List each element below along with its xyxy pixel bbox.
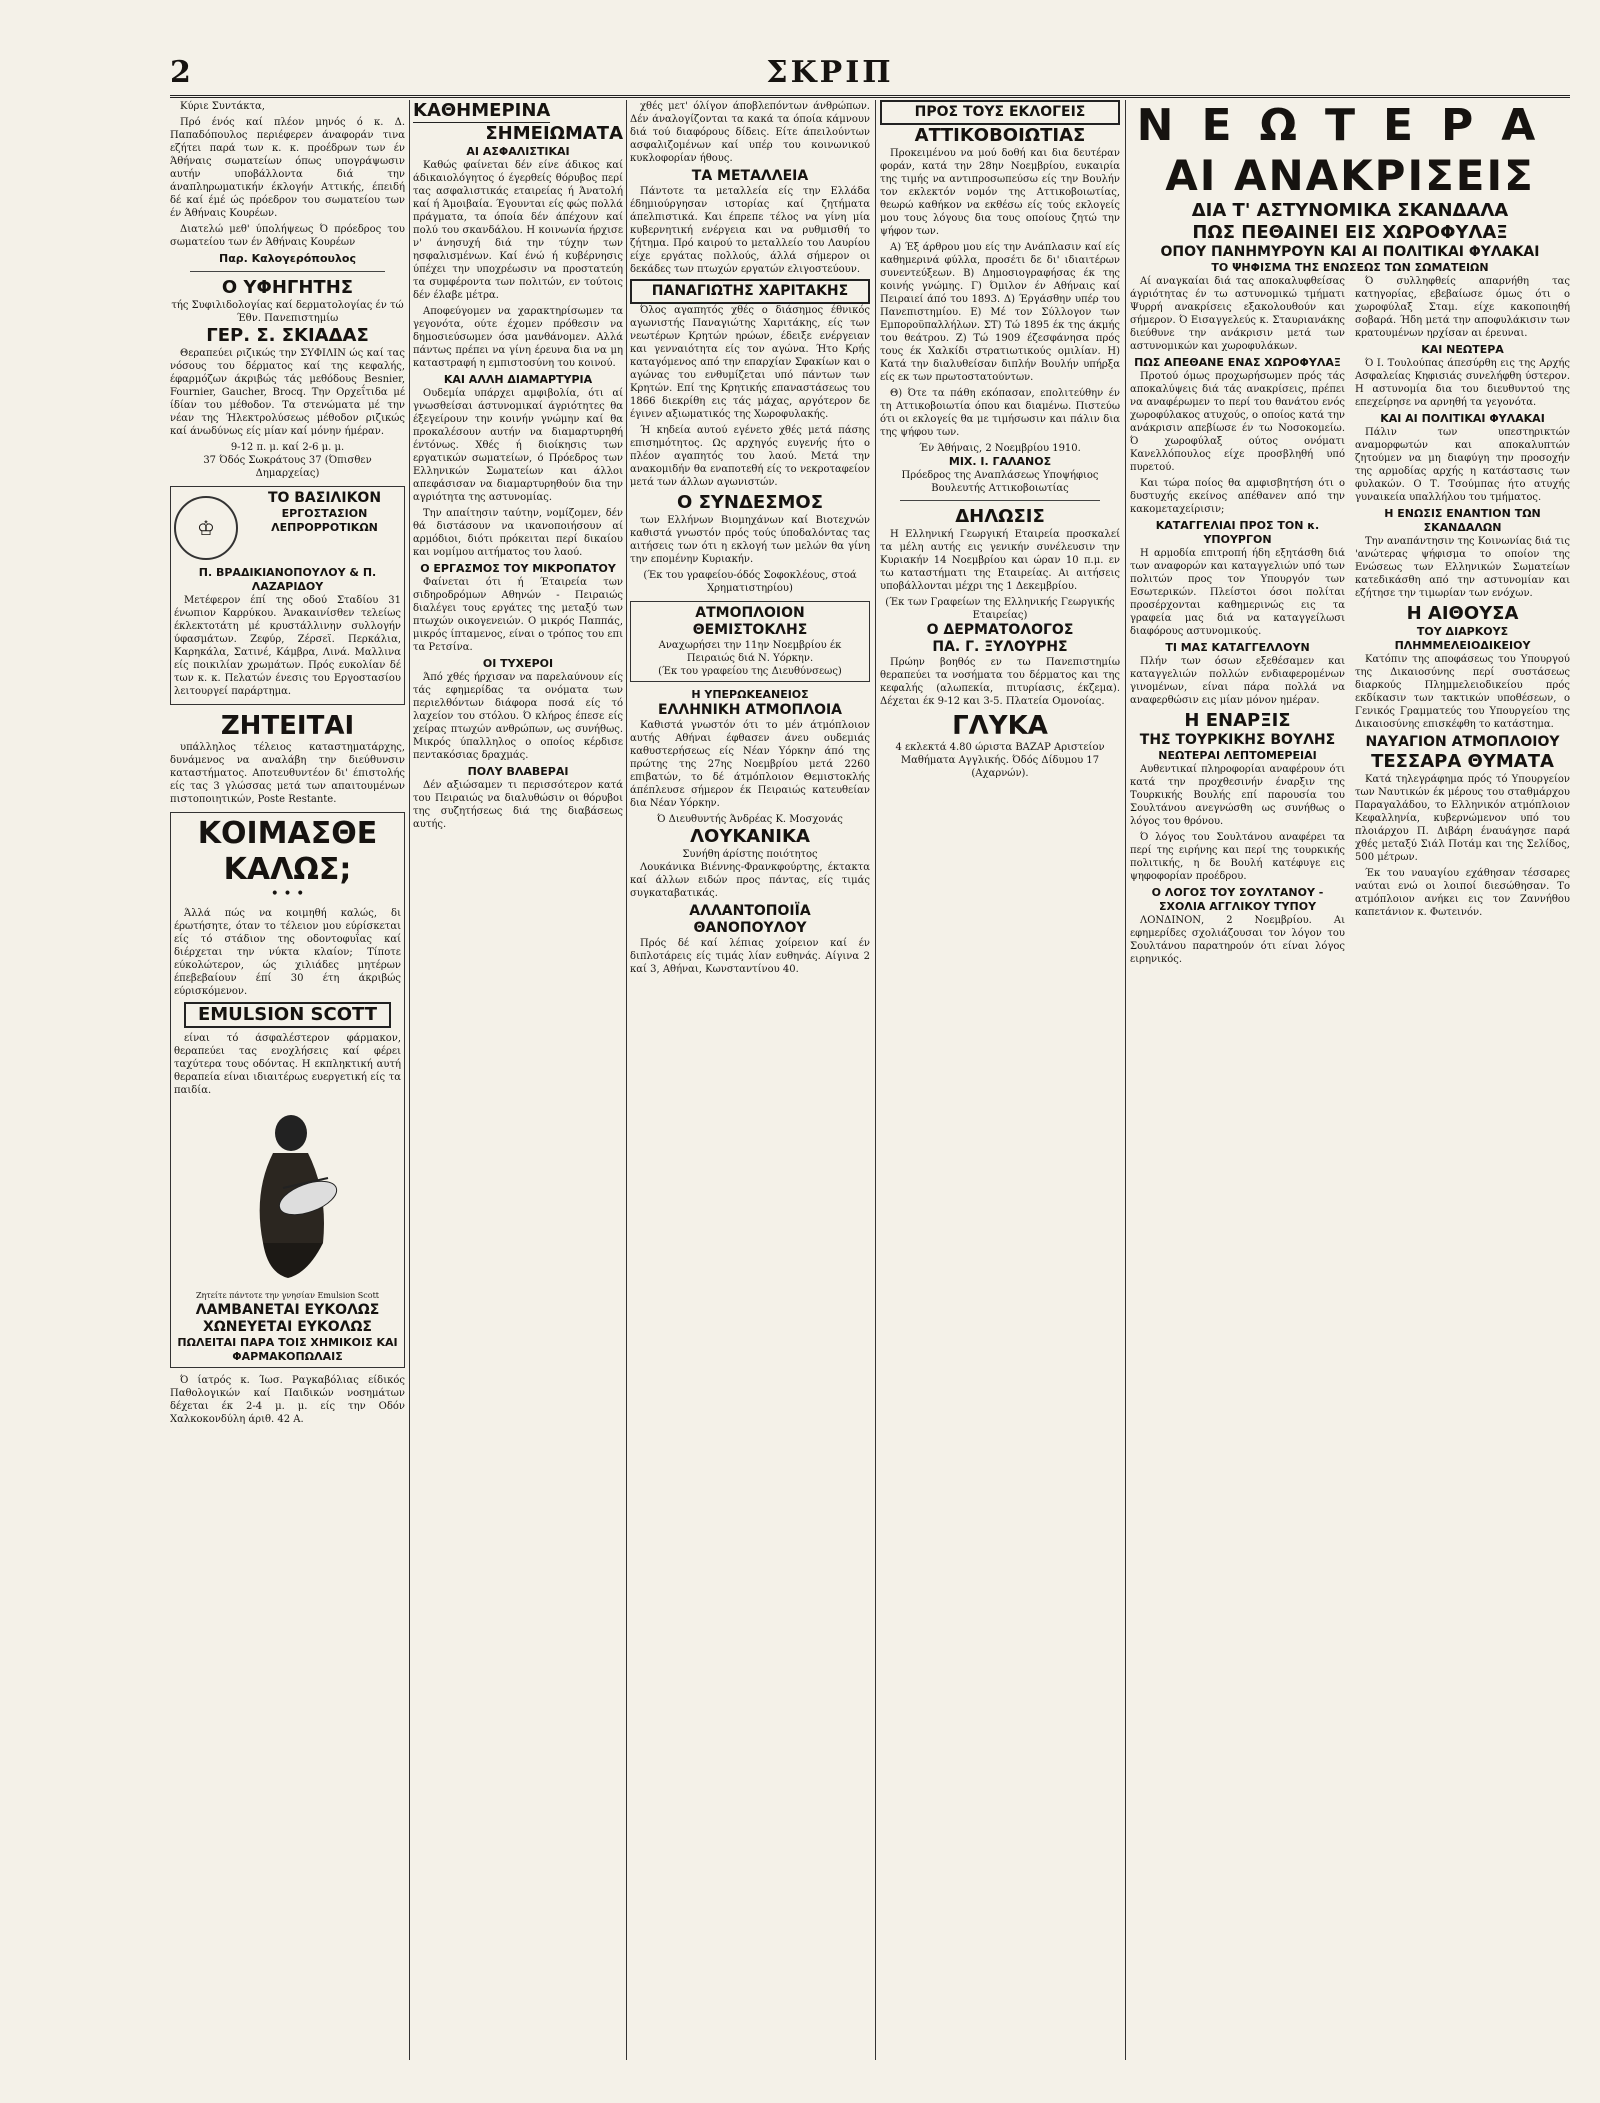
headline-psifisma: ΤΟ ΨΗΦΙΣΜΑ ΤΗΣ ΕΝΩΣΕΩΣ ΤΩΝ ΣΩΜΑΤΕΙΩΝ (1211, 261, 1489, 274)
article-tessara-heading: ΤΕΣΣΑΡΑ ΘΥΜΑΤΑ (1371, 751, 1554, 772)
article-continued: χθές μετ' όλίγον άποβλεπόντων άνθρώπων. Δέν άναλογίζονται τα κακά τα όποία κάμνουν διά τού διαφόρους δίδεις. Είτε άπειλούντων ασφαλιζομένων καί υπέρ του κοινωνικού κυκλοφορίαν ήθους. (630, 101, 870, 164)
crest-icon: ♔ (174, 496, 238, 560)
article-kat-ypourg-heading: ΚΑΤΑΓΓΕΛΙΑΙ ΠΡΟΣ ΤΟΝ κ. ΥΠΟΥΡΓΟΝ (1155, 519, 1320, 546)
headline-opou: ΟΠΟΥ ΠΑΝΗΜΥΡΟΥΝ ΚΑΙ ΑΙ ΠΟΛΙΤΙΚΑΙ ΦΥΛΑΚΑΙ (1160, 244, 1540, 260)
ad-skiadas-address: 37 Όδός Σωκράτους 37 (Όπισθεν Δημαρχείας) (203, 455, 372, 479)
article-metalleia-heading: ΤΑ ΜΕΤΑΛΛΕΙΑ (691, 168, 809, 184)
article-kai-neotera-text: Ό Ι. Τουλούπας άπεσύρθη εις της Αρχής Ασφαλείας Κηφισιάς συνελήφθη ύστερον. Η αστυνομία δια του διευθυντού της επεχείρησε να αρνηθή τα γεγονότα. (1355, 358, 1570, 408)
ad-glyka-heading: ΓΛΥΚΑ (952, 711, 1048, 741)
ad-elliniki-heading: ΕΛΛΗΝΙΚΗ ΑΤΜΟΠΛΟΙΑ (657, 702, 843, 718)
letter-signature: Παρ. Καλογερόπουλος (218, 252, 357, 265)
ad-yfigitis-subtitle: τής Συφιλιδολογίας καί δερματολογίας έν τώ Έθν. Πανεπιστημίω (171, 300, 404, 324)
ad-dilosis-heading: ΔΗΛΩΣΙΣ (955, 506, 1045, 527)
headline-pos: ΠΩΣ ΠΕΘΑΙΝΕΙ ΕΙΣ ΧΩΡΟΦΥΛΑΞ (1192, 222, 1508, 243)
article-navagion-heading: ΝΑΥΑΓΙΟΝ ΑΤΜΟΠΛΟΙΟΥ (1365, 734, 1560, 750)
divider (900, 500, 1100, 501)
ad-vasilikon-owners: Π. ΒΡΑΔΙΚΙΑΝΟΠΟΥΛΟΥ & Π. ΛΑΖΑΡΙΔΟΥ (198, 566, 377, 593)
article-alli-text: Ουδεμία υπάρχει αμφιβολία, ότι αί γνωσθείσαι άστυνομικαί άγριότητες θα έξεγείρουν την κοινήν γνώμην καί θα προκαλέσουν αυτήν να διαμαρτυρηθή έντόνως. Χθές ή διοίκησις των εργατικών σωματείων, ό Πρόεδρος των Ελληνικών Σωματείων και άλλοι απεφάσισαν να διαμαρτυρηθούν δια την αγριότητα της αστυνομίας. (413, 388, 623, 503)
ad-loukanika-subtitle: Συνήθη άρίστης ποιότητος (682, 849, 818, 860)
article-tourkikis-text-2: Ό λόγος του Σουλτάνου αναφέρει τα περί της ειρήνης και περί της τουρκικής πολιτικής, η δε Βουλή κατέφυγε εις ψηφοφορίαν προέδρου. (1130, 832, 1345, 882)
ad-pharmacy: ΠΩΛΕΙΤΑΙ ΠΑΡΑ ΤΟΙΣ ΧΗΜΙΚΟΙΣ ΚΑΙ ΦΑΡΜΑΚΟΠΩΛΑΙΣ (177, 1336, 398, 1363)
article-kat-ypourg-text: Η αρμοδία επιτροπή ήδη εξητάσθη διά των αναφορών και καταγγελιών υπό των πολιτών προς τον Υπουργόν των Εσωτερικών. Πλείστοι όσοι πολίται προσέρχονται καθημερινώς εις τα γραφεία μας διά να καταγγείλωσι διαφόρους αστυνομικούς. (1130, 548, 1345, 637)
ad-skiadas-hours: 9-12 π. μ. καί 2-6 μ. μ. (230, 442, 345, 453)
column-1 (170, 100, 405, 2060)
ad-syndesmos-text: των Ελλήνων Βιομηχάνων καί Βιοτεχνών καθιστά γνωστόν πρός τούς ύποδαλόντας τας αιτήσεις των ότι η εκλογή των μελών θα γίνη την επομένην Κυριακήν. (630, 515, 870, 565)
ad-glyka-address: Μαθήματα Αγγλικής. Όδός Δίδυμου 17 (Αχαρνών). (900, 755, 1100, 779)
ad-koimasthe-heading: ΚΟΙΜΑΣΘΕ (197, 816, 378, 851)
article-pros-role: Πρόεδρος της Αναπλάσεως Υποψήφιος Βουλευτής Αττικοβοιωτίας (901, 470, 1099, 494)
article-ti-mas-heading: ΤΙ ΜΑΣ ΚΑΤΑΓΓΕΛΛΟΥΝ (1165, 641, 1310, 654)
article-attiko-heading: ΑΤΤΙΚΟΒΟΙΩΤΙΑΣ (914, 125, 1086, 146)
article-polu-text: Δέν αξιώσαμεν τι περισσότερον κατά του Πειραιώς να διαλυθώσιν οι θόρυβοι της συζητήσεως διά της διαβάσεως αυτής. (413, 780, 623, 830)
column-rule (875, 100, 876, 2060)
article-tourkikis-text: Αυθεντικαί πληροφορίαι αναφέρουν ότι κατά την προχθεσινήν έναρξιν της Τουρκικής Βουλής επί παρουσία του Σουλτάνου ανεγνώσθη ως συνήθως ο λόγος του θρόνου. (1130, 764, 1345, 827)
article-kai-politikai-text: Πάλιν των υπεστηρικτών αναμορφωτών και αποκαλυπτών ζητούμεν να μη διαφύγη την προσοχήν της αρμοδίας αρχής η κατάστασις των φυλακών. Ο Τ. Τσούμπας ήτο ατυχής γυναικεία υπαλλήλου του τμήματος. (1355, 427, 1570, 503)
ad-dermat-text: Πρώην βοηθός εν τω Πανεπιστημίω θεραπεύει τα νοσήματα του δέρματος και της κεφαλής (αλωπεκία, πιτυρίασις, έκζεμα). Δέχεται έκ 9-12 και 3-5. Πλατεία Ομονοίας. (880, 657, 1120, 707)
ad-yperok-signature: Ό Διευθυντής Άνδρέας Κ. Μοσχονάς (657, 814, 843, 825)
article-tourkikis-heading: ΤΗΣ ΤΟΥΡΚΙΚΗΣ ΒΟΥΛΗΣ (1139, 732, 1336, 748)
divider (190, 271, 385, 272)
article-psifisma-text-b: Ό συλληφθείς απαρνήθη τας κατηγορίας, εβεβαίωσε όμως ότι ο χωροφύλαξ Σταμ. είχε κακοποιηθή σοβαρά. Ήδη μετά την αποφυλάκισιν των κρατουμένων ηρχίσαν αι έρευναι. (1355, 276, 1570, 339)
ad-dermat-heading: Ο ΔΕΡΜΑΤΟΛΟΓΟΣ (926, 622, 1074, 638)
article-alli-text-2: Την απαίτησιν ταύτην, νομίζομεν, δέν θά διστάσουν να ικανοποιήσουν αί αρμόδιοι, διότι πρόκειται περί δικαίου και νομίμου αιτήματος του λαού. (413, 508, 623, 558)
figure-caption: Ζητείτε πάντοτε την γνησίαν Emulsion Scott (195, 1291, 380, 1300)
ad-syndesmos-address: (Έκ του γραφείου-όδός Σοφοκλέους, στοά Χρηματιστηρίου) (643, 570, 857, 594)
article-alli-heading: ΚΑΙ ΑΛΛΗ ΔΙΑΜΑΡΤΥΡΙΑ (443, 373, 593, 386)
ad-atmoploion-heading: ΑΤΜΟΠΛΟΙΟΝ (695, 605, 805, 621)
doctor-notice: Ό ίατρός κ. Ίωσ. Ραγκαβόλιας είδικός Παθολογικών καί Παιδικών νοσημάτων δέχεται έκ 2-4 μ. μ. είς την Οδόν Χαλκοκονδύλη άριθ. 42 Α. (170, 1375, 405, 1425)
article-pos-apeth-text-2: Και τώρα ποίος θα αμφισβητήση ότι ο δυστυχής εκείνος απέθανεν από την κακομεταχείρισιν; (1130, 478, 1345, 515)
article-neoterai-heading: ΝΕΩΤΕΡΑΙ ΛΕΠΤΟΜΕΡΕΙΑΙ (1158, 749, 1317, 762)
article-aithousa-text: Κατόπιν της αποφάσεως του Υπουργού της Δικαιοσύνης περί συστάσεως διαρκούς Πλημμελειοδικείου πρός εκδίκασιν των τακτικών υποθέσεων, ο Γενικός Γραμματεύς του Υπουργείου της Δικαιοσύνης επισκέφθη το κατάστημα. (1355, 654, 1570, 730)
column-5 (1130, 100, 1570, 2060)
article-pros-list: Α) Έξ άρθρου μου είς την Ανάπλασιν καί είς καθημερινά φύλλα, προσέτι δε δι' ιδιαιτέρων συνεντεύξεων. Β) Δημοσιογραφήσας έκ της κοινής γνώμης. Γ) Όμιλον έν Αθήναις καί Πειραιεί άπό του 1893. Δ) Έργάσθην υπέρ του Πανεπιστημίου. Ε) Μέ τον Σύλλογον των Εμποροϋπαλλήλων. ΣΤ) Τώ 1895 έκ της άκμής του θεάτρου. Ζ) Τώ 1909 έζεσφάνησα πρός τους έκ Χαλκίδι στρατιωτικούς ομιλίαν. Η) Κατά την διαλυθείσαν διπλήν Βουλήν υπήρξα είς εκ των πρωτοστατούντων. (880, 242, 1120, 383)
article-enosis-heading: Η ΕΝΩΣΙΣ ΕΝΑΝΤΙΟΝ ΤΩΝ ΣΚΑΝΔΑΛΩΝ (1384, 507, 1541, 534)
article-asfalistikai-text: Καθώς φαίνεται δέν είνε άδικος καί άδικαιολόγητος ό έγερθείς θόρυβος περί τας ασφαλιστικάς εταιρείας ή Άνατολή καί ή Άμοιβαία. Έγουνται είς φώς πολλά πράγματα, τα όποία δέν άπέχουν καί πολύ του σκανδάλου. Η κοινωνία ήρχισε ν' άνησυχή διά την τύχην των ησφαλισμένων. Καί ένώ ή κυβέρνησις ύπέχει την υποχρέωσιν να προστατεύη τα συμφέροντα των πολιτών, εν τούτοις δέν έλαβε μέτρα. (413, 160, 623, 301)
article-pos-apeth-text: Προτού όμως προχωρήσωμεν πρός τάς αποκαλύψεις διά τάς ανακρίσεις, πρέπει να αναφέρωμεν το περί του θανάτου ενός χωροφύλακος ατυχούς, ο οποίος κατά την ανάκρισιν απεβίωσε έν τω Νοσοκομείω. Ό χωροφύλαξ ούτος ονόματι Κανελλόπουλος είχε προσβληθή υπό πυρετού. (1130, 371, 1345, 473)
headline-anakriseis: ΑΙ ΑΝΑΚΡΙΣΕΙΣ (1165, 151, 1535, 200)
page-number: 2 (170, 55, 191, 90)
ad-yperok-text: Καθιστά γνωστόν ότι το μέν άτμόπλοιον αυτής Αθήναι έφθασεν άνευ ουδεμιάς καθυστερήσεως είς Νέαν Υόρκην άπό της πρώτης της 27ης Νοεμβρίου μετά 2260 επιβατών, το δέ άτμόπλοιον Θεμιστοκλής άπέπλευσε σήμερον έκ Πειραιώς κατευθείαν δια Νέαν Υόρκην. (630, 720, 870, 809)
article-asfalistikai-heading: ΑΙ ΑΣΦΑΛΙΣΤΙΚΑΙ (466, 145, 570, 158)
article-tyxeroi-text: Άπό χθές ήρχισαν να παρελαύνουν είς τάς εφημερίδας τα ονόματα των περιελθόντων διάφορα ποσά είς τό λαχείον του στόλου. Ό κλήρος έπεσε είς χείρας πτωχών ανθρώπων, ως συνήθως. Μικρός ύπαλληλος ο οποίος κέρδισε πεντακόσιας δραχμάς. (413, 672, 623, 761)
article-pros-signature: ΜΙΧ. Ι. ΓΑΛΑΝΟΣ (948, 455, 1052, 468)
letter-closing: Διατελώ μεθ' ύπολήψεως Ό πρόεδρος του σωματείου των έν Άθήναις Κουρέων (170, 224, 405, 248)
ad-dilosis-address: (Έκ των Γραφείων της Ελληνικής Γεωργικής Εταιρείας) (885, 597, 1115, 621)
ad-emulsion (170, 812, 405, 1368)
ad-emulsion-brand: EMULSION SCOTT (184, 1002, 391, 1028)
column-rule (1125, 100, 1126, 2060)
section-neotera: ΝΕΩΤΕΡΑ (1136, 100, 1564, 151)
headline-dia: ΔΙΑ Τ' ΑΣΤΥΝΟΜΙΚΑ ΣΚΑΝΔΑΛΑ (1191, 200, 1509, 221)
ad-atmoploion-text: Αναχωρήσει την 11ην Νοεμβρίου έκ Πειραιώς διά Ν. Υόρκην. (658, 640, 842, 664)
article-aithousa-heading: Η ΑΙΘΟΥΣΑ (1406, 603, 1519, 624)
ad-thanopoulou: ΘΑΝΟΠΟΥΛΟΥ (693, 920, 807, 936)
article-logos-text: ΛΟΝΔΙΝΟΝ, 2 Νοεμβρίου. Αι εφημερίδες σχολιάζουσαι τον λόγον του Σουλτάνου παρατηρούν ότι είναι λόγος ειρηνικός. (1130, 915, 1345, 965)
ad-xylouris-name: ΠΑ. Γ. ΞΥΛΟΥΡΗΣ (932, 639, 1068, 655)
article-kai-neotera-heading: ΚΑΙ ΝΕΩΤΕΡΑ (1421, 343, 1504, 356)
fisherman-figure-icon (213, 1103, 363, 1283)
article-navagion-text: Κατά τηλεγράφημα πρός τό Υπουργείον των Ναυτικών έκ μέρους του σταθμάρχου Παραγαλάδου, το Ελληνικόν ατμόπλοιον Κεφαλληνία, κυβερνώμενον υπό του πλοιάρχου Π. Διβάρη έναυάγησε παρά χθές μεταξύ Σιάλ Ποτάμ και της Σελίδος, 500 μέτρων. (1355, 774, 1570, 863)
article-ergasia-text: Φαίνεται ότι ή Έταιρεία των σιδηροδρόμων Αθηνών - Πειραιώς διαλέγει τους εργάτες της μεταξύ των πτωχών οικογενειών. Ο μικρός Παππάς, μικρός ίπταμενος, είναι ο τρόπος του επι τα Ρετσίνα. (413, 577, 623, 653)
dots-icon: • • • (270, 886, 305, 902)
ad-vasilikon-heading: ΤΟ ΒΑΣΙΛΙΚΟΝ (267, 490, 382, 506)
ad-loukanika-text: Λουκάνικα Βιέννης-Φρανκφούρτης, έκτακτα καί άλλων ειδών προς πάντας, είς τιμάς συγκαταβατικάς. (630, 862, 870, 899)
masthead (170, 55, 1570, 98)
ad-vasilikon-subtitle: ΕΡΓΟΣΤΑΣΙΟΝ ΛΕΠΡΟΡΡΟΤΙΚΩΝ (271, 507, 378, 534)
section-simeiomata: ΣΗΜΕΙΩΜΑΤΑ (485, 123, 623, 144)
column-4 (880, 100, 1120, 2060)
ad-yfigitis-heading: Ο ΥΦΗΓΗΤΗΣ (221, 277, 354, 298)
ad-loukanika-heading: ΛΟΥΚΑΝΙΚΑ (690, 826, 810, 847)
ad-skiadas-text: Θεραπεύει ριζικώς την ΣΥΦΙΛΙΝ ώς καί τας νόσους του δέρματος καί της κεφαλής, έφαρμόζων άκριβώς τάς μεθόδους Besnier, Fournier, Gaucher, Brocq. Την Ορχεΐτιδα μέ ίδίαν του μέθοδον. Τα στενώματα μέ την νέαν της Ήλεκτρολύσεως μέθοδον ριζικώς καί άνωδύνως είς μίαν καί μόνην ήμέραν. (170, 348, 405, 437)
ad-thanopoulou-text: Πρός δέ καί λέπιας χοίρειον καί έν διπλοτάρεις είς τιμάς λίαν ευθηνάς. Αίγινα 2 καί 3, Αθήναι, Κωνσταντίνου 40. (630, 938, 870, 975)
ad-vasilikon-text: Μετέφερον έπί της οδού Σταδίου 31 ένωπιον Καρρύκου. Άνακαινίσθεν τελείως έκλεκτοτάτη μέ κρυστάλλινην συλλογήν ύφασμάτων. Ζεφύρ, Ζέρσεϊ. Περκάλια, Καρηκάλα, Σατινέ, Κάμβρα, Λινά. Μαλλινα είς ποικιλίαν χρωμάτων. Πρός ευκολίαν δέ των κ. κ. Πελατών ένεσις του Εργοστασίου λειτουργεί παράρτημα. (174, 595, 401, 697)
article-diarkous-heading: ΤΟΥ ΔΙΑΡΚΟΥΣ ΠΛΗΜΜΕΛΕΙΟΔΙΚΕΙΟΥ (1394, 625, 1531, 652)
column-2 (413, 100, 623, 2060)
column-rule (409, 100, 410, 2060)
ad-dilosis-text: Η Ελληνική Γεωργική Εταιρεία προσκαλεί τα μέλη αυτής εις γενικήν συνέλευσιν την Κυριακήν 14 Νοεμβρίου και ώραν 10 π.μ. εν τω καταστήματι της Εταιρείας. Αι αιτήσεις υποβάλλονται μέχρι της 1 Δεκεμβρίου. (880, 529, 1120, 592)
letter-salutation: Κύριε Συντάκτα, (180, 101, 265, 112)
article-enosis-text: Την αναπάντησιν της Κοινωνίας διά τις 'ανώτερας ψήφισμα το οποίον της Ενώσεως των Ελληνικών Σωματείων κατεδικάσθη από την αστυνομίαν και εζήτησε την τιμωρίαν των ενόχων. (1355, 536, 1570, 599)
ad-syndesmos-heading: Ο ΣΥΝΔΕΣΜΟΣ (677, 492, 823, 513)
article-panagiotis-text: Όλος αγαπητός χθές ο διάσημος έθνικός αγωνιστής Παναγιώτης Χαριτάκης, είς των νεωτέρων Κρητών ηρώων, έδειξε ενέργειαν και γενναιότητα είς τον αγώνα. Ήτο Κρής καταγόμενος από την επαρχίαν Σφακίων και ο αγώνας του ενθυμίζεται υπό πάντων των Κρητών. Επί της Κρητικής επαναστάσεως του 1866 διεκρίθη εις τάς μάχας, αργότερον δε έγινεν αξιωματικός της Χωροφυλακής. (630, 305, 870, 420)
ad-yperok-heading: Η ΥΠΕΡΩΚΕΑΝΕΙΟΣ (691, 688, 809, 701)
ad-koimasthe-text: Άλλά πώς να κοιμηθή καλώς, δι έρωτήσητε, όταν το τέλειον μου εύρίσκεται είς τό στάδιον της οδοντοφυΐας καί διέρχεται την νύκτα κλαίον; Τίποτε εύκολώτερον, ώς χιλιάδες μητέρων έπεβεβαίουν έπί 30 έτη άκριβώς εύρισκόμενον. (174, 908, 401, 997)
ad-themistoklis: ΘΕΜΙΣΤΟΚΛΗΣ (692, 622, 808, 638)
article-metalleia-text: Πάντοτε τα μεταλλεία είς την Ελλάδα έδημιούργησαν ιστορίας καί ζητήματα άπελπιστικά. Και έπρεπε τέλος να γίνη μία κυβερνητική ενέργεια και να ρυθμισθή το ζήτημα. Πρό καιρού το μεταλλείο του Λαυρίου είχε εργάτας πολλούς, άλλά σήμερον οι δεκάδες των πτωχών εργατών ελιγοστεύουν. (630, 186, 870, 275)
ad-kalos-heading: ΚΑΛΩΣ; (223, 852, 352, 887)
article-pros-text-2: Θ) Ότε τα πάθη εκόπασαν, επολιτεύθην έν τη Αττικοβοιωτία όπου και διαμένω. Πιστεύω ότι οι εκλογείς θα με τιμήσωσιν και πάλιν δια της ψήφου των. (880, 388, 1120, 438)
article-psifisma-text-a: Αί αναγκαίαι διά τας αποκαλυφθείσας άγριότητας έν τω αστυνομικώ τμήματι Ψυρρή ανακρίσεις εξακολουθούν και σήμερον. Ό Εισαγγελεύς κ. Σταυριανάκης διεύθυνε την ανάκρισιν μετά των αστυνομικών και χωροφυλάκων. (1130, 276, 1345, 352)
newspaper-title: ΣΚΡΙΠ (766, 55, 894, 90)
article-enarxis-heading: Η ΕΝΑΡΞΙΣ (1184, 710, 1291, 731)
article-navagion-text-2: Έκ του ναυαγίου εχάθησαν τέσσαρες ναύται ενώ οι λοιποί διεσώθησαν. Το ατμόπλοιον ανήκει εις τον Ζαννήθου καπετάνιον κ. Φωτεινόν. (1355, 868, 1570, 918)
column-3 (630, 100, 870, 2060)
article-panagiotis-heading: ΠΑΝΑΓΙΩΤΗΣ ΧΑΡΙΤΑΚΗΣ (630, 279, 870, 304)
ad-atmoploion-address: (Έκ του γραφείου της Διευθύνσεως) (658, 666, 842, 677)
ad-emulsion-text: είναι τό άσφαλέστερον φάρμακον, θεραπεύει τας ενοχλήσεις καί φέρει ταχύτερα τους οδόντας. Η εκπληκτική αυτή θεραπεία είναι ιδιαιτέρως ευεργετική είς τα παιδία. (174, 1033, 401, 1096)
ad-lamvanetai: ΛΑΜΒΑΝΕΤΑΙ ΕΥΚΟΛΩΣ (195, 1302, 380, 1318)
ad-glyka-text: 4 εκλεκτά 4.80 ώριστα ΒΑΖΑΡ Αριστείον (895, 742, 1105, 753)
column-rule (626, 100, 627, 2060)
ad-zitiitai-text: υπάλληλος τέλειος καταστηματάρχης, δυνάμενος να αναλάβη την διεύθυνσιν καταστήματος. Αποτευθυντέον δι' έπιστολής είς τας 3 γλώσσας μετά των απαιτουμένων πιστοποιητικών, Poste Restante. (170, 742, 405, 805)
letter-body: Πρό ένός καί πλέον μηνός ό κ. Δ. Παπαδόπουλος περιέφερεν άναφοράν τινα εζήτει παρά των κ. κ. προέδρων των έν Άθήναις σωματείων όπως υπογράψωσιν αυτήν υποβάλλοντα διά την άναπληρωματικήν έκλογήν Αττικής, έπειδή δέ καί έμέ ώς πρόεδρον του σωματείου των έν Άθήναις Κουρέων. (170, 117, 405, 219)
article-ti-mas-text: Πλήν των όσων εξεθέσαμεν και καταγγελιών πολλών ενδιαφερομένων γινομένων, είναι πάρα πολλά να αναφερθώσιν εις μίαν μόνον ημέραν. (1130, 656, 1345, 706)
ad-vasilikon (170, 486, 405, 705)
article-asfalistikai-text-2: Αποφεύγομεν να χαρακτηρίσωμεν τα γεγονότα, ούτε έχομεν πρόθεσιν να δημοσιεύσωμεν όσα μανθάνομεν. Αλλά πάντως πρέπει να γίνη έρευνα δια να μη καταστραφή η εμπιστοσύνη του κοινού. (413, 306, 623, 369)
article-pos-apeth-heading: ΠΩΣ ΑΠΕΘΑΝΕ ΕΝΑΣ ΧΩΡΟΦΥΛΑΞ (1134, 356, 1341, 369)
ad-skiadas-name: ΓΕΡ. Σ. ΣΚΙΑΔΑΣ (206, 325, 369, 346)
article-kai-politikai-heading: ΚΑΙ ΑΙ ΠΟΛΙΤΙΚΑΙ ΦΥΛΑΚΑΙ (1380, 412, 1545, 425)
article-tyxeroi-heading: ΟΙ ΤΥΧΕΡΟΙ (482, 657, 554, 670)
article-pros-text: Προκειμένου να μού δοθή και δια δευτέραν φοράν, κατά την 28ην Νοεμβρίου, ευκαιρία της τιμής να αντιπροσωπεύσω είς την Βουλήν τον εκλεκτόν νομόν της Αττικοβοιωτίας, θεωρώ καθήκον να εκθέσω είς τούς εκλογείς μου τους λόγους δια τους οποίους ζητώ την ψήφον των. (880, 148, 1120, 237)
article-pros-date: Έν Άθήναις, 2 Νοεμβρίου 1910. (919, 443, 1081, 454)
article-polu-heading: ΠΟΛΥ ΒΛΑΒΕΡΑΙ (467, 765, 569, 778)
article-logos-heading: Ο ΛΟΓΟΣ ΤΟΥ ΣΟΥΛΤΑΝΟΥ - ΣΧΟΛΙΑ ΑΓΓΛΙΚΟΥ ΤΥΠΟΥ (1151, 886, 1324, 913)
ad-allantopoiia: ΑΛΛΑΝΤΟΠΟΙΪΑ (689, 903, 811, 919)
ad-xonevetai: ΧΩΝΕΥΕΤΑΙ ΕΥΚΟΛΩΣ (203, 1319, 372, 1335)
ad-zitiitai-heading: ΖΗΤΕΙΤΑΙ (220, 711, 355, 741)
article-ergasia-heading: Ο ΕΡΓΑΣΜΟΣ ΤΟΥ ΜΙΚΡΟΠΑΤΟΥ (420, 562, 616, 575)
section-kathimerina: ΚΑΘΗΜΕΡΙΝΑ (413, 100, 551, 121)
article-pros-heading: ΠΡΟΣ ΤΟΥΣ ΕΚΛΟΓΕΙΣ (880, 100, 1120, 125)
article-panagiotis-text-2: Ή κηδεία αυτού εγένετο χθές μετά πάσης επισημότητος. Ως αρχηγός ευγενής ήτο ο πλέον αγαπητός του λαού. Μετά την ανακομιδήν θα εναποτεθή είς το νεκροταφείον μετά των άλλων αγωνιστών. (630, 425, 870, 488)
